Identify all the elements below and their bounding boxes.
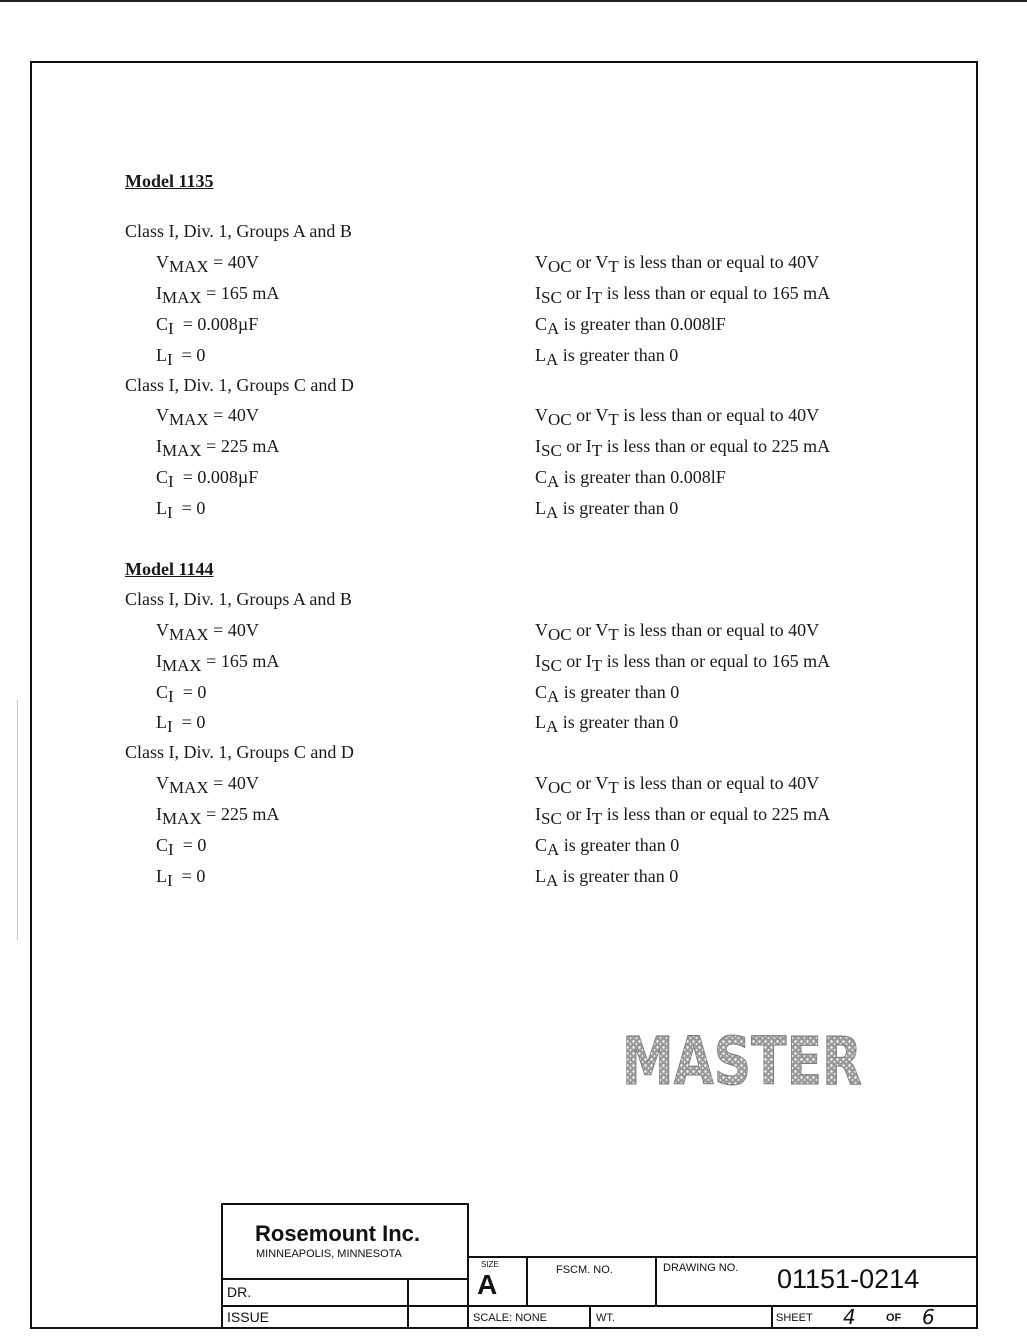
of-label: OF — [886, 1312, 902, 1324]
model-1135-cd-li: $L_I = 0$ — [156, 498, 206, 522]
model-1144-cd-la: $L_A$ is greater than 0 — [535, 866, 679, 890]
model-1135-group-ab-title: Class I, Div. 1, Groups A and B — [125, 221, 352, 241]
model-1135-cd-imax: $I_{MAX} = 225$ mA — [156, 436, 280, 460]
model-1135-cd-isc: $I_{SC}$ or $I_T$ is less than or equal to 225 mA — [535, 436, 831, 460]
sheet-number: 4 — [843, 1305, 856, 1329]
master-stamp — [620, 1022, 865, 1100]
model-1135-cd-ci: $C_I = 0.008\mu F$ — [156, 467, 259, 491]
drawing-number: 01151-0214 — [777, 1264, 920, 1294]
model-1135-group-cd-title: Class I, Div. 1, Groups C and D — [125, 375, 354, 395]
company-name: Rosemount Inc. — [255, 1221, 421, 1246]
master-stamp-text: MASTER — [622, 1023, 862, 1100]
model-1135-ab-ci: $C_I = 0.008\mu F$ — [156, 314, 259, 338]
model-1144-ab-la: $L_A$ is greater than 0 — [535, 712, 679, 736]
sheet-total: 6 — [922, 1305, 935, 1329]
fscm-label: FSCM. NO. — [556, 1264, 613, 1276]
model-1135-cd-vmax: $V_{MAX} = 40V$ — [156, 405, 259, 429]
model-1135-ab-voc: $V_{OC}$ or $V_T$ is less than or equal to 40V — [535, 252, 820, 276]
wt-label: WT. — [596, 1312, 615, 1324]
model-1144-cd-isc: $I_{SC}$ or $I_T$ is less than or equal to 225 mA — [535, 804, 831, 828]
model-1144-ab-li: $L_I = 0$ — [156, 712, 206, 736]
model-1144-cd-li: $L_I = 0$ — [156, 866, 206, 890]
model-1135-cd-ca: $C_A$ is greater than 0.008lF — [535, 467, 726, 491]
model-1144-cd-imax: $I_{MAX} = 225$ mA — [156, 804, 280, 828]
model-1144-heading: Model 1144 — [125, 559, 214, 579]
dr-label: DR. — [227, 1284, 252, 1300]
model-1144-cd-ci: $C_I = 0$ — [156, 835, 207, 859]
model-1144-ab-imax: $I_{MAX} = 165$ mA — [156, 651, 280, 675]
model-1144-cd-voc: $V_{OC}$ or $V_T$ is less than or equal to 40V — [535, 773, 820, 797]
issue-label: ISSUE — [227, 1309, 270, 1325]
model-1144-ab-ca: $C_A$ is greater than 0 — [535, 682, 680, 706]
model-1135-ab-isc: $I_{SC}$ or $I_T$ is less than or equal to 165 mA — [535, 283, 831, 307]
model-1135-cd-voc: $V_{OC}$ or $V_T$ is less than or equal to 40V — [535, 405, 820, 429]
model-1144-group-ab-title: Class I, Div. 1, Groups A and B — [125, 589, 352, 609]
model-1135-ab-vmax: $V_{MAX} = 40V$ — [156, 252, 259, 276]
model-1144-ab-voc: $V_{OC}$ or $V_T$ is less than or equal to 40V — [535, 620, 820, 644]
model-1135-heading: Model 1135 — [125, 171, 214, 191]
model-1135-ab-la: $L_A$ is greater than 0 — [535, 345, 679, 369]
model-1135-cd-la: $L_A$ is greater than 0 — [535, 498, 679, 522]
drawing-no-label: DRAWING NO. — [663, 1262, 739, 1274]
scan-artifact — [17, 700, 18, 940]
model-1144-cd-vmax: $V_{MAX} = 40V$ — [156, 773, 259, 797]
model-1144-ab-vmax: $V_{MAX} = 40V$ — [156, 620, 259, 644]
sheet-label: SHEET — [776, 1312, 813, 1324]
top-rule — [0, 0, 1027, 2]
model-1144-ab-isc: $I_{SC}$ or $I_T$ is less than or equal to 165 mA — [535, 651, 831, 675]
model-1144-cd-ca: $C_A$ is greater than 0 — [535, 835, 680, 859]
model-1144-ab-ci: $C_I = 0$ — [156, 682, 207, 706]
model-1135-ab-li: $L_I = 0$ — [156, 345, 206, 369]
company-location: MINNEAPOLIS, MINNESOTA — [256, 1248, 402, 1260]
model-1135-ab-imax: $I_{MAX} = 165$ mA — [156, 283, 280, 307]
model-1135-ab-ca: $C_A$ is greater than 0.008lF — [535, 314, 726, 338]
size-value: A — [477, 1269, 498, 1300]
scale-label: SCALE: NONE — [473, 1312, 547, 1324]
size-label: SIZE — [481, 1260, 499, 1269]
model-1144-group-cd-title: Class I, Div. 1, Groups C and D — [125, 742, 354, 762]
